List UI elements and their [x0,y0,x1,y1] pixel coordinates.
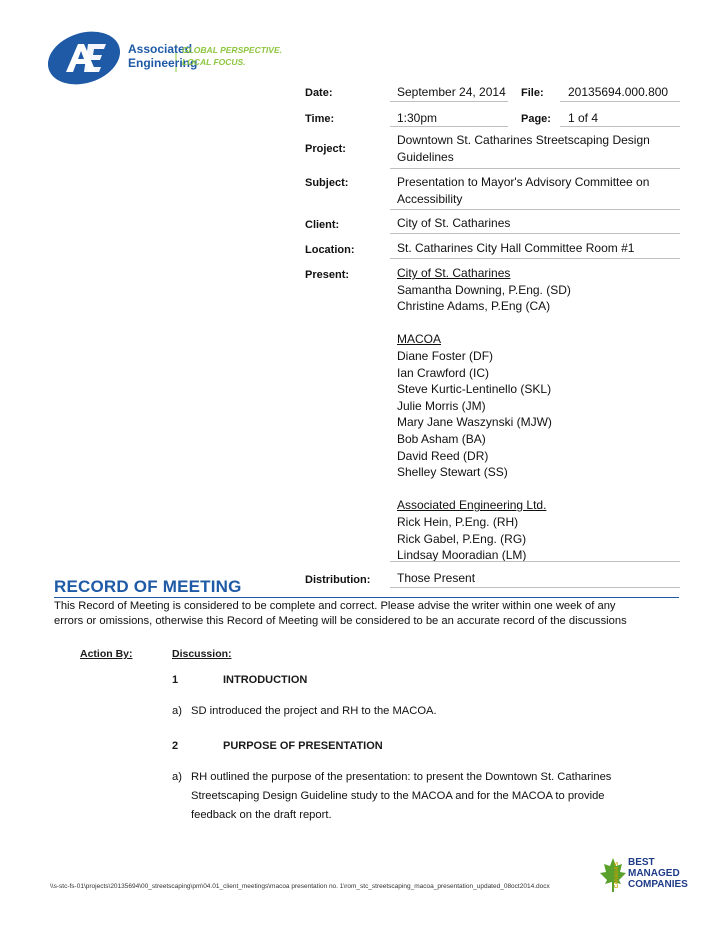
badge-line2: MANAGED [628,868,680,879]
present-spacer [397,315,571,332]
subject-label: Subject: [305,177,349,189]
present-member: Lindsay Mooradian (LM) [397,548,527,563]
distribution-value: Those Present [397,571,476,585]
present-member: Diane Foster (DF) [397,348,494,363]
file-rule [560,101,680,102]
present-list [397,265,571,564]
page-rule [560,126,680,127]
action-by-header: Action By: [80,648,133,660]
present-spacer [397,481,571,498]
file-label: File: [521,87,544,99]
date-value: September 24, 2014 [397,85,506,99]
present-org-macoa: MACOA [397,332,442,347]
record-title-rule [54,597,679,598]
present-label: Present: [305,269,350,281]
time-rule [390,126,508,127]
present-member: Samantha Downing, P.Eng. (SD) [397,282,571,297]
distribution-rule [390,587,680,588]
subject-rule [390,209,680,210]
item-marker: a) [172,771,182,783]
logo-name-line2: Engineering [128,56,198,70]
present-member: Bob Asham (BA) [397,431,486,446]
date-rule [390,101,508,102]
logo-name-line1: Associated [128,42,193,56]
file-value: 20135694.000.800 [568,85,669,99]
section-title-purpose: PURPOSE OF PRESENTATION [223,740,383,752]
client-rule [390,233,680,234]
present-member: Rick Gabel, P.Eng. (RG) [397,531,527,546]
project-value [397,132,650,166]
present-member: Steve Kurtic-Lentinello (SKL) [397,382,552,397]
page-value: 1 of 4 [568,111,599,125]
client-label: Client: [305,219,340,231]
present-org-ae: Associated Engineering Ltd. [397,498,547,513]
project-label: Project: [305,143,346,155]
badge-side-text: CANADA'S [614,862,620,889]
discussion-item-line: RH outlined the purpose of the presentation: to present the Downtown St. Catharines [191,771,612,783]
project-rule [390,168,680,169]
record-intro-line1: This Record of Meeting is considered to be complete and correct. Please advise the writer within one week of any [54,600,616,612]
present-member: Rick Hein, P.Eng. (RH) [397,514,519,529]
discussion-item-line: Streetscaping Design Guideline study to the MACOA and for the MACOA to provide [191,790,605,802]
time-label: Time: [305,113,335,125]
date-label: Date: [305,87,333,99]
present-org-city: City of St. Catharines [397,266,511,280]
badge-line1: BEST [628,857,655,868]
badge-line3: COMPANIES [628,879,688,890]
client-value: City of St. Catharines [397,216,511,230]
discussion-item-line: SD introduced the project and RH to the MACOA. [191,705,437,717]
discussion-item [191,702,437,721]
project-value-line1: Downtown St. Catharines Streetscaping Design [397,133,650,147]
record-intro-line2: errors or omissions, otherwise this Record of Meeting will be considered to be an accurate record of the discussions [54,615,627,627]
time-value: 1:30pm [397,111,438,125]
section-number: 1 [172,674,179,686]
maple-leaf-icon [598,856,628,894]
record-intro [54,599,684,629]
present-member: Julie Morris (JM) [397,398,486,413]
discussion-item-line: feedback on the draft report. [191,809,332,821]
page-label: Page: [521,113,551,125]
associated-engineering-logo [44,28,284,88]
record-title: RECORD OF MEETING [54,577,242,596]
best-managed-companies-badge [598,856,688,894]
distribution-label: Distribution: [305,574,371,586]
footer-file-path: \\s-stc-fs-01\projects\20135694\00_streetscaping\pm\04.01_client_meetings\macoa presentation no. 1\rom_stc_streetscaping_macoa_presentation_updated_08oct2014.docx [50,883,550,890]
present-member: Ian Crawford (IC) [397,365,490,380]
discussion-header: Discussion: [172,648,232,660]
present-rule [390,561,680,562]
present-member: David Reed (DR) [397,448,489,463]
subject-value-line2: Accessibility [397,192,463,206]
section-title-introduction: INTRODUCTION [223,674,308,686]
location-value: St. Catharines City Hall Committee Room #1 [397,241,635,255]
present-member: Shelley Stewart (SS) [397,465,508,480]
subject-value [397,174,649,208]
location-rule [390,258,680,259]
logo-tagline-line2: LOCAL FOCUS. [182,57,246,67]
discussion-item [191,768,611,825]
item-marker: a) [172,705,182,717]
subject-value-line1: Presentation to Mayor's Advisory Committee on [397,175,650,189]
logo-tagline-line1: GLOBAL PERSPECTIVE. [182,45,282,55]
project-value-line2: Guidelines [397,150,454,164]
present-member: Mary Jane Waszynski (MJW) [397,415,552,430]
section-number: 2 [172,740,179,752]
location-label: Location: [305,244,355,256]
present-member: Christine Adams, P.Eng (CA) [397,299,551,314]
